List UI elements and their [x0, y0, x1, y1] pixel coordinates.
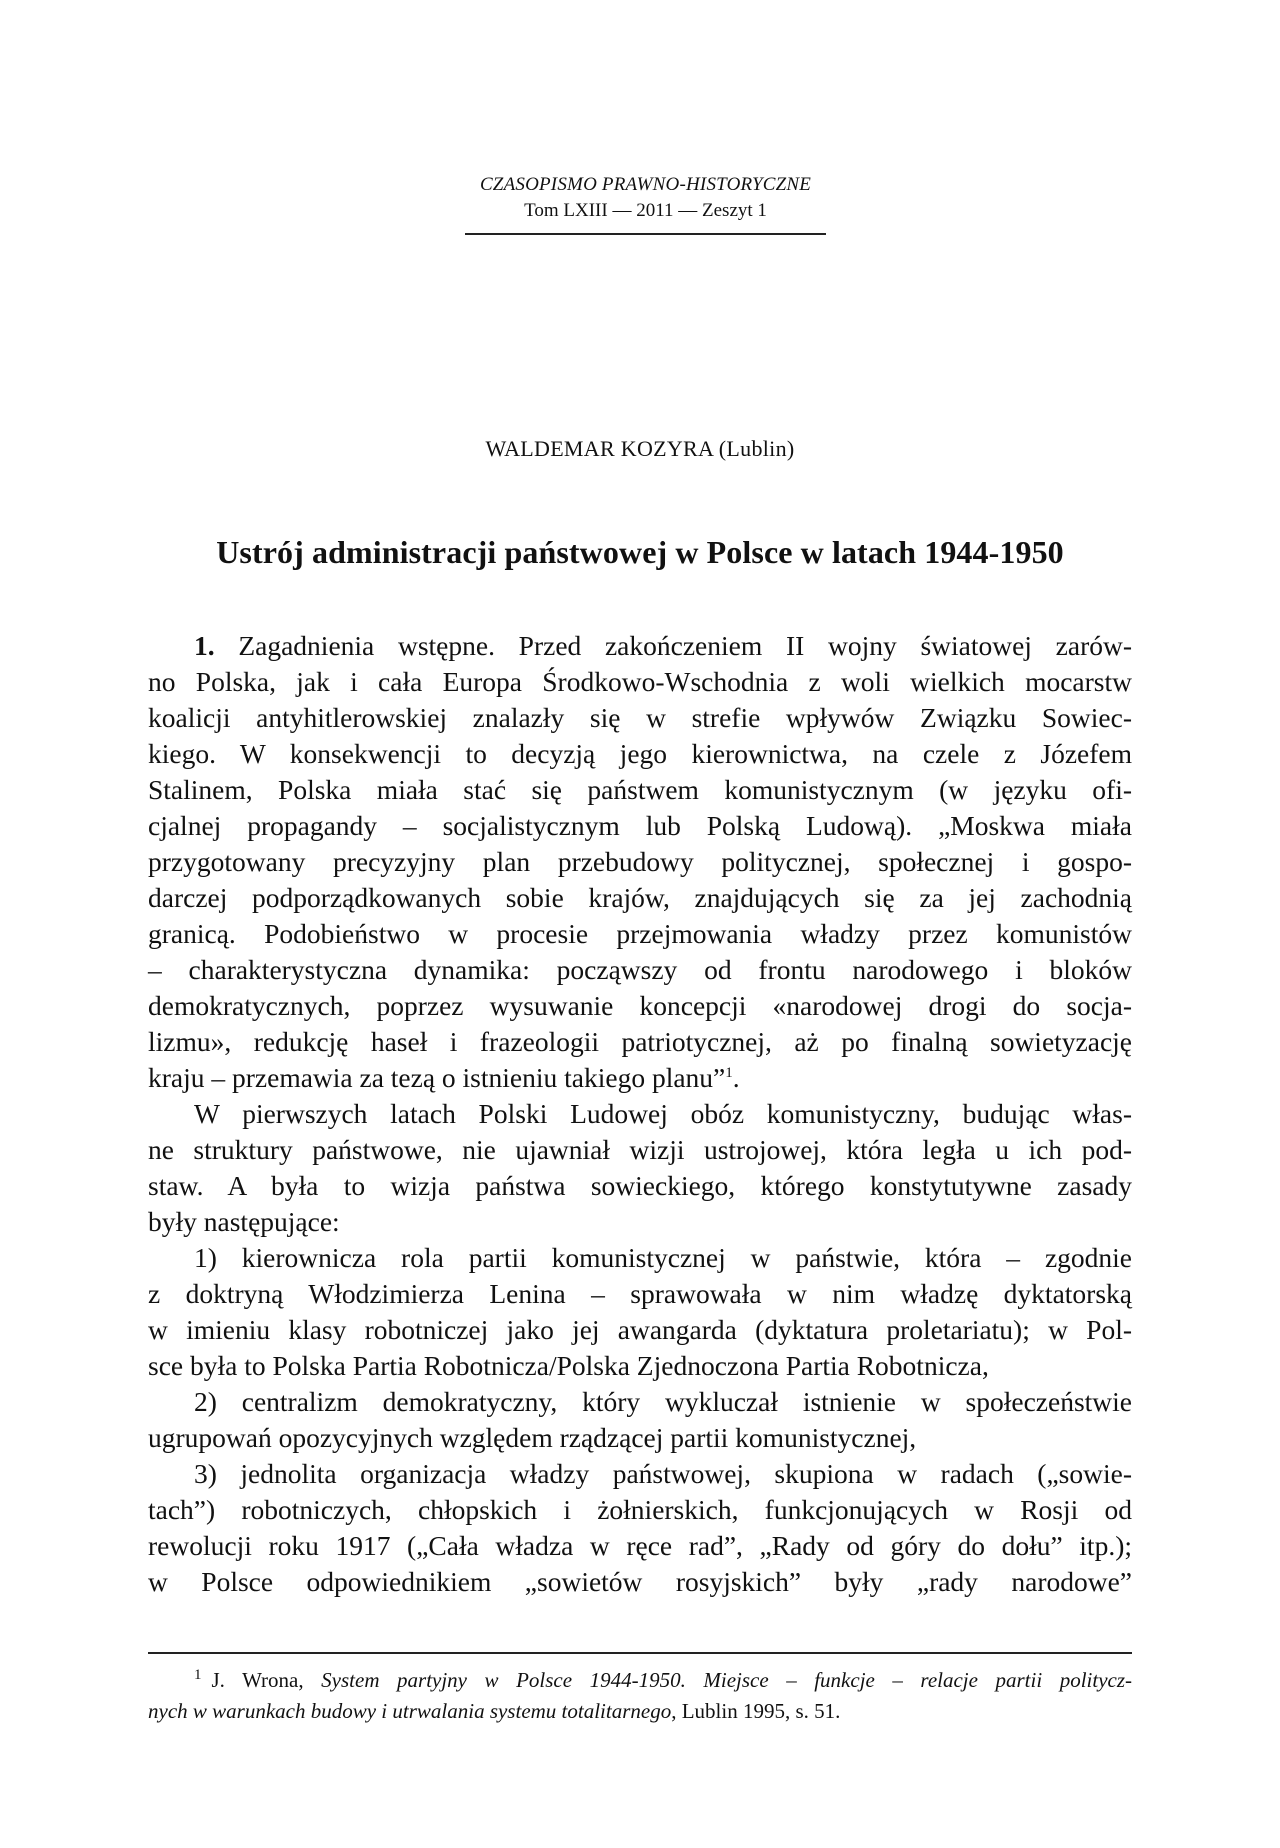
- body-line: kiego. W konsekwencji to decyzją jego kierownictwa, na czele z Józefem: [148, 738, 1132, 769]
- footnote-divider: [148, 1652, 1132, 1654]
- body-line: – charakterystyczna dynamika: począwszy od frontu narodowego i bloków: [148, 954, 1132, 985]
- body-line: ugrupowań opozycyjnych względem rządzącej partii komunistycznej,: [148, 1422, 917, 1453]
- body-line: kraju – przemawia za tezą o istnieniu takiego planu”$^1$.: [148, 1062, 740, 1093]
- body-line: lizmu», redukcję haseł i frazeologii patriotycznej, aż po finalną sowietyzację: [148, 1026, 1132, 1057]
- article-body: [148, 628, 1132, 1600]
- author-line: WALDEMAR KOZYRA (Lublin): [485, 436, 795, 461]
- body-line: granicą. Podobieństwo w procesie przejmowania władzy przez komunistów: [148, 918, 1132, 949]
- body-line: tach”) robotniczych, chłopskich i żołnierskich, funkcjonujących w Rosji od: [148, 1494, 1132, 1525]
- body-line: no Polska, jak i cała Europa Środkowo-Wschodnia z woli wielkich mocarstw: [148, 666, 1132, 697]
- footnote: [148, 1665, 1132, 1727]
- list-item: 1) kierownicza rola partii komunistycznej w państwie, która – zgodnie: [194, 1242, 1132, 1273]
- article-title: Ustrój administracji państwowej w Polsce w latach 1944-1950: [216, 534, 1064, 570]
- footnote-reference[interactable]: 1: [725, 1064, 733, 1081]
- body-line: Stalinem, Polska miała stać się państwem komunistycznym (w języku ofi-: [148, 774, 1132, 805]
- journal-header: [465, 172, 826, 235]
- body-line: rewolucji roku 1917 („Cała władza w ręce rad”, „Rady od góry do dołu” itp.);: [148, 1530, 1132, 1561]
- body-line: w imieniu klasy robotniczej jako jej awangarda (dyktatura proletariatu); w Pol-: [148, 1314, 1132, 1345]
- body-line: z doktryną Włodzimierza Lenina – sprawowała w nim władzę dyktatorską: [148, 1278, 1132, 1309]
- header-divider: [465, 233, 826, 235]
- journal-issue: Tom LXIII — 2011 — Zeszyt 1: [524, 200, 767, 221]
- body-line: 1. Zagadnienia wstępne. Przed zakończeniem II wojny światowej zarów-: [194, 630, 1132, 661]
- footnote-line: nych w warunkach budowy i utrwalania systemu totalitarnego, Lublin 1995, s. 51.: [148, 1699, 841, 1723]
- body-line: darczej podporządkowanych sobie krajów, znajdujących się za jej zachodnią: [148, 882, 1132, 913]
- body-line: przygotowany precyzyjny plan przebudowy politycznej, społecznej i gospo-: [148, 846, 1132, 877]
- body-line: demokratycznych, poprzez wysuwanie koncepcji «narodowej drogi do socja-: [148, 990, 1132, 1021]
- body-line: sce była to Polska Partia Robotnicza/Polska Zjednoczona Partia Robotnicza,: [148, 1350, 989, 1381]
- list-item: 3) jednolita organizacja władzy państwowej, skupiona w radach („sowie-: [194, 1458, 1132, 1489]
- footnote-line: $^1$ J. Wrona, System partyjny w Polsce 1944-1950. Miejsce – funkcje – relacje partii politycz-: [194, 1667, 1133, 1692]
- body-line: koalicji antyhitlerowskiej znalazły się w strefie wpływów Związku Sowiec-: [148, 702, 1132, 733]
- body-line: były następujące:: [148, 1206, 340, 1237]
- body-line: staw. A była to wizja państwa sowieckiego, którego konstytutywne zasady: [148, 1170, 1132, 1201]
- body-line: ne struktury państwowe, nie ujawniał wizji ustrojowej, która legła u ich pod-: [148, 1134, 1132, 1165]
- journal-title: CZASOPISMO PRAWNO-HISTORYCZNE: [479, 174, 812, 195]
- footnote-cited-title: System partyjny w Polsce 1944-1950. Miejsce – funkcje – relacje partii politycz-: [321, 1668, 1133, 1692]
- list-item: 2) centralizm demokratyczny, który wykluczał istnienie w społeczeństwie: [194, 1386, 1132, 1417]
- body-line: cjalnej propagandy – socjalistycznym lub Polską Ludową). „Moskwa miała: [148, 810, 1132, 841]
- body-line: W pierwszych latach Polski Ludowej obóz komunistyczny, budując włas-: [194, 1098, 1132, 1129]
- section-number: 1.: [194, 630, 215, 661]
- body-line: w Polsce odpowiednikiem „sowietów rosyjskich” były „rady narodowe”: [148, 1566, 1132, 1597]
- footnote-number: 1: [194, 1667, 202, 1683]
